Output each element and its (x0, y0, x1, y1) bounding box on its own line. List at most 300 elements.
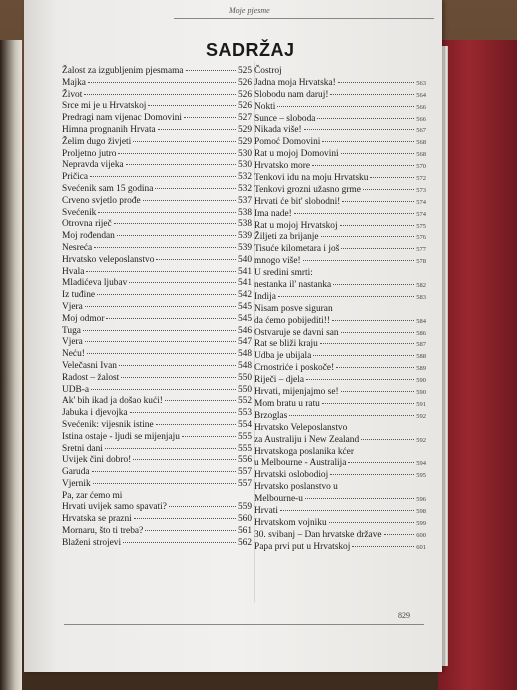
toc-entry-page: 566 (416, 103, 426, 111)
toc-entry (254, 90, 426, 102)
toc-entry-title: Mom bratu u ratu (254, 398, 320, 409)
toc-entry-page: 527 (237, 113, 252, 124)
toc-entry-page: 538 (237, 219, 252, 230)
toc-entry-page: 541 (237, 266, 252, 277)
toc-entry-title: Garuda (62, 467, 90, 478)
toc-entry-page: 600 (416, 531, 426, 539)
toc-entry-page: 545 (237, 313, 252, 324)
dot-leader (119, 365, 236, 366)
toc-entry (62, 243, 252, 255)
dot-leader (184, 117, 236, 118)
toc-entry-page: 554 (237, 419, 252, 430)
toc-entry (62, 467, 252, 479)
dot-leader (330, 94, 414, 95)
toc-entry-title: Sunce – sloboda (254, 113, 316, 124)
toc-entry (62, 172, 252, 184)
toc-entry (254, 256, 426, 268)
toc-entry (254, 209, 426, 221)
toc-entry-page: 573 (416, 186, 426, 194)
dot-leader (277, 106, 414, 107)
toc-entry (254, 423, 426, 435)
dot-leader (304, 129, 415, 130)
toc-entry (62, 408, 252, 420)
dot-leader (332, 320, 414, 321)
toc-entry (254, 185, 426, 197)
toc-entry (254, 268, 426, 280)
toc-entry-title: Pričica (62, 172, 89, 183)
toc-entry-page: 598 (416, 507, 426, 515)
toc-entry (62, 184, 252, 196)
dot-leader (330, 474, 414, 475)
dot-leader (145, 530, 236, 531)
toc-entry (254, 292, 426, 304)
toc-entry-page: 577 (416, 246, 426, 254)
dot-leader (98, 212, 236, 213)
toc-entry-title: Pomoć Domovini (254, 137, 321, 148)
toc-entry (254, 304, 426, 316)
toc-entry (62, 479, 252, 491)
dot-leader (329, 522, 415, 523)
toc-entry (254, 506, 426, 518)
toc-entry (62, 137, 252, 149)
toc-entry-title: U sredini smrti: (254, 268, 313, 279)
toc-entry-title: Svećenik: vijesnik istine (62, 419, 154, 430)
toc-entry (62, 149, 252, 161)
toc-entry-title: 30. svibanj – Dan hrvatske države (254, 529, 382, 540)
toc-entry-title: Crveno svjetlo prođe (62, 195, 141, 206)
toc-entry-page: 563 (416, 79, 426, 87)
toc-entry-title: Srce mi je u Hrvatskoj (62, 101, 147, 112)
toc-entry-page: 555 (237, 443, 252, 454)
toc-entry-title: Nepravda vijeka (62, 160, 124, 171)
toc-entry-page: 562 (237, 537, 252, 548)
toc-entry (254, 411, 426, 423)
toc-entry-page: 574 (416, 210, 426, 218)
toc-entry-title: Neću! (62, 349, 85, 360)
toc-entry-page: 552 (237, 396, 252, 407)
dot-leader (320, 343, 414, 344)
toc-entry (254, 447, 426, 459)
toc-entry-title: UDB-a (62, 384, 90, 395)
toc-entry-title: Hrvatskoga poslanika kćer (254, 446, 354, 457)
toc-entry-page: 532 (237, 183, 252, 194)
toc-entry-page: 576 (416, 234, 426, 242)
dot-leader (333, 284, 414, 285)
toc-entry-page: 595 (416, 472, 426, 480)
toc-entry-page: 568 (416, 151, 426, 159)
toc-entry-page: 548 (237, 360, 252, 371)
toc-entry-page: 525 (237, 66, 252, 76)
dot-leader (126, 164, 236, 165)
dot-leader (305, 498, 414, 499)
toc-entry-title: Tuga (62, 325, 81, 336)
dot-leader (370, 177, 414, 178)
dot-leader (88, 82, 236, 83)
dot-leader (384, 534, 415, 535)
toc-entry-page: 582 (416, 282, 426, 290)
dot-leader (303, 260, 415, 261)
toc-entry (62, 349, 252, 361)
toc-entry (254, 173, 426, 185)
toc-entry-page: 537 (237, 195, 252, 206)
toc-entry (254, 161, 426, 173)
toc-entry-page: 566 (416, 115, 426, 123)
toc-entry (254, 530, 426, 542)
toc-entry-page: 530 (237, 148, 252, 159)
toc-entry-title: Hrvatsko poslanstvo u (254, 482, 338, 493)
toc-entry (62, 101, 252, 113)
toc-entry-title: Jabuka i djevojka (62, 408, 128, 419)
toc-entry-page: 584 (416, 317, 426, 325)
toc-entry-title: Hrvatski oslobodioj (254, 470, 329, 481)
toc-entry-title: Svećenik sam 15 godina (62, 183, 154, 194)
toc-entry-title: Tisuće kilometara i još (254, 244, 340, 255)
toc-entry-title: Radost – žalost (62, 372, 120, 383)
dot-leader (143, 200, 236, 201)
toc-entry-title: Istina ostaje - ljudi se mijenjaju (62, 431, 180, 442)
toc-entry-page: 538 (237, 207, 252, 218)
toc-entry-title: Indija (254, 291, 276, 302)
dot-leader (361, 439, 414, 440)
toc-entry-title: Velečasni Ivan (62, 360, 117, 371)
toc-entry (62, 231, 252, 243)
toc-entry (62, 455, 252, 467)
dot-leader (363, 189, 414, 190)
toc-entry-title: Žalost za izgubljenim pjesmama (62, 66, 184, 76)
dot-leader (156, 259, 236, 260)
toc-entry-page: 591 (416, 400, 426, 408)
toc-entry-title: Melbourne-u (254, 494, 303, 505)
toc-entry-title: mnogo više! (254, 256, 301, 267)
toc-entry-title: Rat u mojoj Hrvatskoj (254, 220, 338, 231)
toc-entry-title: Nikada više! (254, 125, 302, 136)
toc-entry-title: Žiljeti za brijanje (254, 232, 319, 243)
toc-entry-title: Pa, zar ćemo mi (62, 490, 123, 501)
toc-entry-title: Hrvati će bit' slobodni! (254, 196, 341, 207)
toc-entry-page: 529 (237, 136, 252, 147)
toc-entry-page: 570 (416, 163, 426, 171)
book-page (24, 0, 442, 672)
toc-entry (62, 113, 252, 125)
toc-entry-title: Život (62, 89, 83, 100)
toc-entry-title: Hrvatsko more (254, 161, 310, 172)
toc-entry (254, 221, 426, 233)
toc-entry-title: Hrvatsko Veleposlanstvo (254, 422, 348, 433)
toc-entry-page: 556 (237, 455, 252, 466)
toc-entry (254, 518, 426, 530)
toc-entry (62, 160, 252, 172)
toc-entry (62, 361, 252, 373)
toc-entry-title: Otrovna riječ (62, 219, 112, 230)
toc-entry-page: 592 (416, 436, 426, 444)
dot-leader (105, 448, 236, 449)
toc-entry-page: 588 (416, 353, 426, 361)
toc-entry-page: 590 (416, 377, 426, 385)
dot-leader (134, 518, 236, 519)
toc-entry (62, 90, 252, 102)
dot-leader (313, 355, 414, 356)
toc-entry-page: 539 (237, 231, 252, 242)
toc-entry-title: Uvijek čini dobro! (62, 455, 132, 466)
toc-entry-title: Blaženi strojevi (62, 537, 122, 548)
toc-entry-page: 553 (237, 408, 252, 419)
toc-entry-title: Vjera (62, 337, 83, 348)
toc-entry-title: Hrvatsko veleposlanstvo (62, 254, 155, 265)
toc-entry (62, 78, 252, 90)
toc-entry-title: Papa prvi put u Hrvatskoj (254, 541, 351, 552)
page-title: SADRŽAJ (206, 40, 295, 60)
toc-entry (254, 470, 426, 482)
toc-entry-page: 542 (237, 290, 252, 301)
toc-entry-title: u Melbourne - Australija (254, 458, 347, 469)
footer-rule (64, 624, 424, 625)
toc-entry (254, 244, 426, 256)
toc-entry-title: Želim dugo živjeti (62, 136, 132, 147)
toc-entry (254, 328, 426, 340)
toc-entry-title: Brzoglas (254, 410, 288, 421)
toc-entry-page: 545 (237, 301, 252, 312)
toc-entry-page: 567 (416, 127, 426, 135)
dot-leader (280, 510, 414, 511)
dot-leader (169, 506, 236, 507)
toc-entry-page: 594 (416, 460, 426, 468)
toc-entry-page: 572 (416, 175, 426, 183)
toc-entry-title: Vjera (62, 301, 83, 312)
toc-entry-page: 568 (416, 139, 426, 147)
toc-entry-page: 550 (237, 372, 252, 383)
toc-entry (254, 78, 426, 90)
dot-leader (338, 82, 415, 83)
dot-leader (340, 225, 415, 226)
toc-entry (254, 351, 426, 363)
toc-entry-title: Tenkovi grozni užasno grme (254, 184, 361, 195)
toc-entry-page: 583 (416, 293, 426, 301)
toc-entry-page: 578 (416, 258, 426, 266)
toc-entry-page: 555 (237, 431, 252, 442)
toc-entry (62, 538, 252, 550)
dot-leader (121, 377, 236, 378)
toc-entry-title: Ostvaruje se davni san (254, 327, 339, 338)
dot-leader (86, 271, 236, 272)
toc-entry (254, 137, 426, 149)
toc-entry-page: 574 (416, 198, 426, 206)
toc-entry (62, 267, 252, 279)
toc-entry (62, 502, 252, 514)
dot-leader (91, 389, 236, 390)
toc-entry-title: Hrvati (254, 505, 278, 516)
toc-entry (62, 444, 252, 456)
dot-leader (123, 542, 236, 543)
dot-leader (312, 165, 414, 166)
dot-leader (133, 459, 236, 460)
toc-entry-title: Hrvatska se prazni (62, 514, 132, 525)
toc-entry-page: 526 (237, 77, 252, 88)
toc-entry (62, 337, 252, 349)
toc-entry-page: 539 (237, 242, 252, 253)
dot-leader (322, 403, 414, 404)
adjacent-page-edge (0, 40, 22, 690)
toc-entry-page: 530 (237, 160, 252, 171)
contents-column-right (254, 66, 426, 554)
toc-entry-title: Moj rođendan (62, 231, 115, 242)
toc-entry-page: 589 (416, 365, 426, 373)
dot-leader (90, 176, 236, 177)
toc-entry-title: Svećenik (62, 207, 97, 218)
toc-entry-title: nestanka il' nastanka (254, 280, 332, 291)
toc-entry-title: Predragi nam vijenac Domovini (62, 113, 183, 124)
toc-entry (254, 149, 426, 161)
toc-entry (62, 396, 252, 408)
toc-entry-page: 541 (237, 278, 252, 289)
dot-leader (133, 141, 236, 142)
toc-entry-title: Slobodu nam daruj! (254, 89, 329, 100)
toc-entry (62, 125, 252, 137)
toc-entry-page: 532 (237, 172, 252, 183)
toc-entry (254, 387, 426, 399)
toc-entry-title: Hrvati, mijenjajmo se! (254, 387, 339, 398)
toc-entry-page: 587 (416, 341, 426, 349)
toc-entry-page: 560 (237, 514, 252, 525)
toc-entry-title: Crnostriće i poskoče! (254, 363, 335, 374)
toc-entry-title: Majka (62, 77, 86, 88)
toc-entry (62, 219, 252, 231)
dot-leader (322, 141, 414, 142)
running-head: Moje pjesme (229, 6, 270, 15)
toc-entry (254, 339, 426, 351)
toc-entry (62, 373, 252, 385)
toc-entry-title: Rat se bliži kraju (254, 339, 318, 350)
toc-entry-title: Hrvatskom vojniku (254, 517, 327, 528)
dot-leader (158, 129, 236, 130)
dot-leader (87, 353, 236, 354)
toc-entry-page: 596 (416, 496, 426, 504)
toc-entry-title: Nokti (254, 101, 276, 112)
dot-leader (94, 247, 236, 248)
toc-entry-page: 526 (237, 89, 252, 100)
toc-entry (62, 302, 252, 314)
toc-entry-title: Riječi – djela (254, 375, 304, 386)
toc-entry (254, 458, 426, 470)
toc-entry-page: 575 (416, 222, 426, 230)
dot-leader (278, 296, 414, 297)
toc-entry-page: 548 (237, 349, 252, 360)
toc-entry (62, 326, 252, 338)
dot-leader (85, 306, 236, 307)
toc-entry-title: Jadna moja Hrvatska! (254, 77, 336, 88)
toc-entry (62, 526, 252, 538)
dot-leader (97, 294, 236, 295)
toc-entry-page: 546 (237, 325, 252, 336)
toc-entry-title: Moj odmor (62, 313, 105, 324)
toc-entry (254, 66, 426, 78)
toc-entry (254, 375, 426, 387)
toc-entry-page: 550 (237, 384, 252, 395)
toc-entry (254, 494, 426, 506)
dot-leader (321, 236, 415, 237)
toc-entry (254, 125, 426, 137)
dot-leader (352, 546, 414, 547)
dot-leader (84, 94, 236, 95)
dot-leader (92, 471, 236, 472)
toc-entry (62, 420, 252, 432)
toc-entry (254, 114, 426, 126)
dot-leader (118, 153, 236, 154)
toc-entry-title: za Australiju i New Zealand (254, 434, 360, 445)
toc-entry-page: 557 (237, 467, 252, 478)
toc-entry-title: Ak' bih ikad ja došao kući! (62, 396, 163, 407)
toc-entry (254, 435, 426, 447)
dot-leader (156, 424, 236, 425)
dot-leader (348, 462, 414, 463)
toc-entry (62, 66, 252, 78)
toc-entry (62, 255, 252, 267)
toc-entry-title: Hvala (62, 266, 85, 277)
toc-entry (254, 197, 426, 209)
toc-entry (62, 278, 252, 290)
toc-entry (254, 232, 426, 244)
toc-entry-title: Udba je ubijala (254, 351, 312, 362)
dot-leader (306, 379, 414, 380)
dot-leader (155, 188, 236, 189)
toc-entry-page: 564 (416, 91, 426, 99)
toc-entry-page: 547 (237, 337, 252, 348)
dot-leader (182, 436, 236, 437)
toc-entry (254, 316, 426, 328)
dot-leader (341, 248, 414, 249)
toc-entry-page: 559 (237, 502, 252, 513)
page-number: 829 (398, 611, 410, 620)
toc-entry-title: Iz tuđine (62, 290, 96, 301)
dot-leader (83, 330, 236, 331)
dot-leader (117, 235, 236, 236)
toc-entry-title: Mladićeva ljubav (62, 278, 128, 289)
contents-column-left (62, 66, 252, 550)
dot-leader (148, 105, 236, 106)
toc-entry-page: 529 (237, 124, 252, 135)
toc-entry (62, 385, 252, 397)
toc-entry (62, 314, 252, 326)
dot-leader (342, 201, 414, 202)
dot-leader (289, 415, 414, 416)
toc-entry (254, 363, 426, 375)
dot-leader (341, 391, 415, 392)
toc-entry-title: Sretni dani (62, 443, 103, 454)
toc-entry-title: Proljetno jutro (62, 148, 117, 159)
dot-leader (341, 332, 415, 333)
toc-entry-title: Nisam posve siguran (254, 303, 333, 314)
toc-entry-title: Himna prognanih Hrvata (62, 124, 156, 135)
toc-entry-page: 540 (237, 254, 252, 265)
toc-entry-page: 526 (237, 101, 252, 112)
dot-leader (114, 223, 236, 224)
dot-leader (93, 483, 236, 484)
toc-entry-page: 586 (416, 329, 426, 337)
dot-leader (165, 400, 236, 401)
book-cover-red (438, 40, 517, 690)
toc-entry (62, 208, 252, 220)
toc-entry-title: Čostroj (254, 66, 282, 76)
toc-entry-title: Mornaru, što ti treba? (62, 526, 144, 537)
toc-entry-page: 590 (416, 389, 426, 397)
dot-leader (106, 318, 235, 319)
toc-entry-title: Nesreća (62, 242, 93, 253)
toc-entry (62, 196, 252, 208)
dot-leader (129, 282, 236, 283)
header-rule (174, 18, 434, 19)
dot-leader (85, 341, 236, 342)
toc-entry (254, 280, 426, 292)
dot-leader (317, 118, 414, 119)
